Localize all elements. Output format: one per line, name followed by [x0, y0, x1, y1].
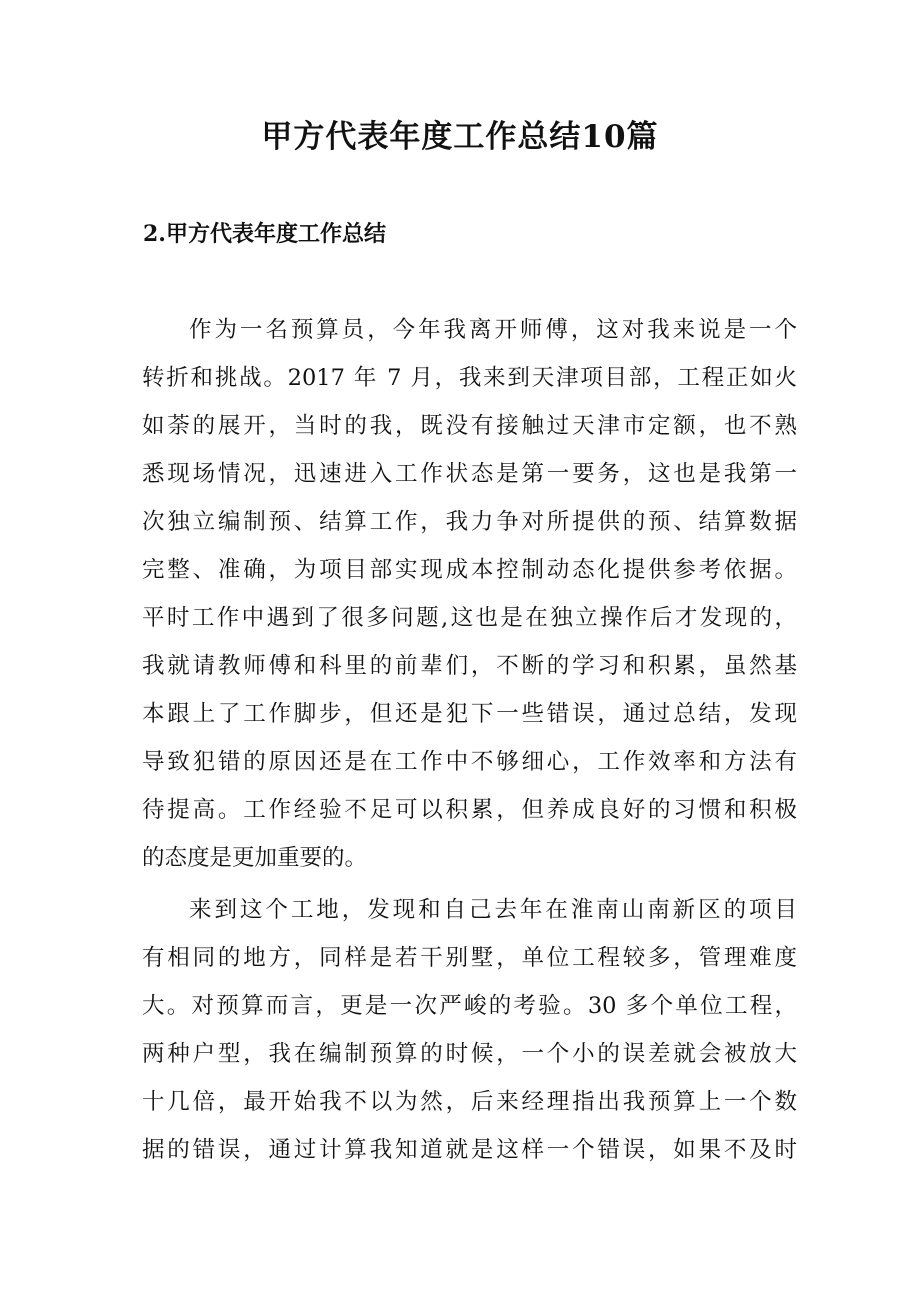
paragraph-line: 悉现场情况，迅速进入工作状态是第一要务，这也是我第一: [142, 461, 797, 487]
paragraph-line: 十几倍，最开始我不以为然，后来经理指出我预算上一个数: [142, 1089, 797, 1115]
paragraph-1: [142, 306, 797, 882]
paragraph-line: 如荼的展开，当时的我，既没有接触过天津市定额，也不熟: [142, 413, 797, 439]
paragraph-line: 大。对预算而言，更是一次严峻的考验。30 多个单位工程，: [142, 993, 797, 1019]
paragraph-2: [142, 886, 797, 1174]
paragraph-line: 两种户型，我在编制预算的时候，一个小的误差就会被放大: [142, 1041, 797, 1067]
paragraph-line: 我就请教师傅和科里的前辈们，不断的学习和积累，虽然基: [142, 653, 797, 679]
section-heading: 2.甲方代表年度工作总结: [143, 221, 386, 247]
paragraph-line: 据的错误，通过计算我知道就是这样一个错误，如果不及时: [142, 1137, 797, 1163]
paragraph-line: 平时工作中遇到了很多问题,这也是在独立操作后才发现的，: [142, 605, 797, 631]
paragraph-line: 有相同的地方，同样是若干别墅，单位工程较多，管理难度: [142, 945, 797, 971]
paragraph-line: 待提高。工作经验不足可以积累，但养成良好的习惯和积极: [142, 797, 797, 823]
paragraph-line: 来到这个工地，发现和自己去年在淮南山南新区的项目: [189, 897, 797, 923]
document-title: 甲方代表年度工作总结10篇: [261, 119, 659, 155]
paragraph-line: 次独立编制预、结算工作，我力争对所提供的预、结算数据: [142, 509, 797, 535]
paragraph-line: 的态度是更加重要的。: [142, 845, 368, 871]
paragraph-line: 导致犯错的原因还是在工作中不够细心，工作效率和方法有: [142, 749, 797, 775]
paragraph-line: 本跟上了工作脚步，但还是犯下一些错误，通过总结，发现: [142, 701, 797, 727]
paragraph-line: 完整、准确，为项目部实现成本控制动态化提供参考依据。: [142, 557, 797, 583]
paragraph-line: 转折和挑战。2017 年 7 月，我来到天津项目部，工程正如火: [142, 365, 797, 391]
paragraph-line: 作为一名预算员，今年我离开师傅，这对我来说是一个: [189, 317, 797, 343]
